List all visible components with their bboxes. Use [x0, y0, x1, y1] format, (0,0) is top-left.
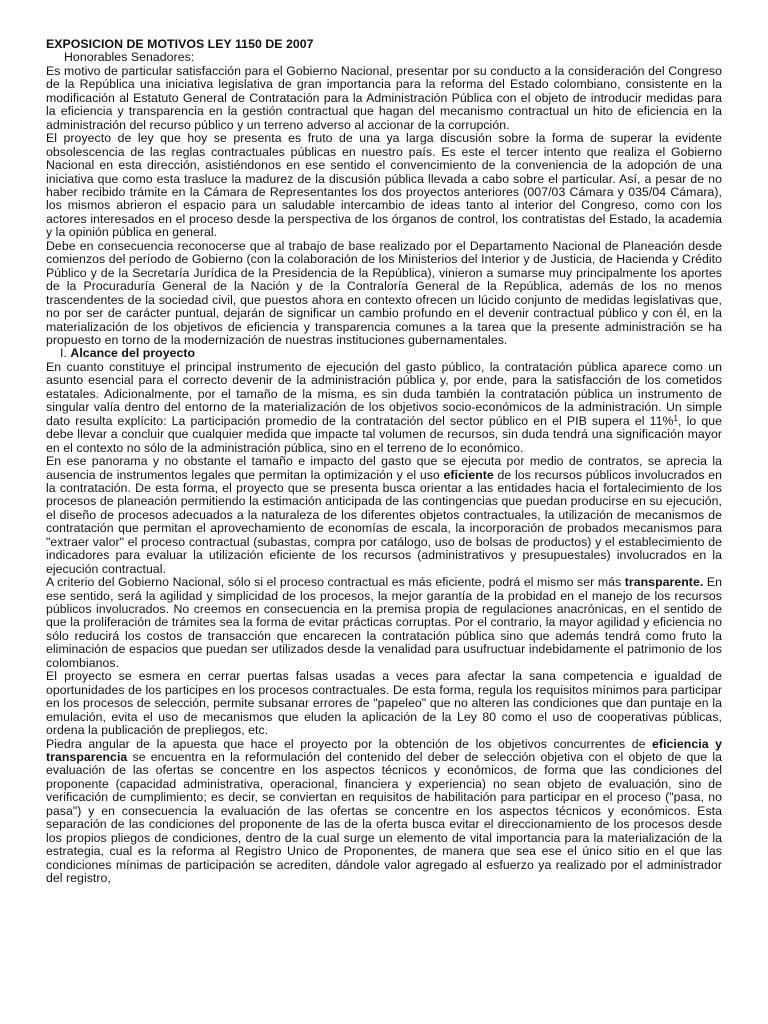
paragraph-5-text-a: En ese panorama y no obstante el tamaño e impacto del gasto que se ejecuta por medio de contratos, se aprecia la ausencia de instrumentos legales que permitan la optimización y el uso	[46, 454, 722, 482]
document-title: EXPOSICION DE MOTIVOS LEY 1150 DE 2007	[46, 37, 314, 51]
paragraph-6	[46, 576, 722, 670]
paragraph-6-text-b: En ese sentido, será la agilidad y simplicidad de los procesos, la mejor garantía de la probidad en el manejo de los recursos públicos involucrados. No creemos en consecuencia en la premisa propia de regulaciones anacrónicas, en el sentido de que la proliferación de trámites sea la forma de evitar prácticas corruptas. Por el contrario, la mayor agilidad y eficiencia no sólo reducirá los costos de transacción que encarecen la contratación pública sino que además tendrá como fruto la eliminación de espacios que puedan ser utilizados desde la venalidad para usufructuar indebidamente el patrimonio de los colombianos.	[46, 575, 722, 670]
paragraph-4-text-b: , lo que debe llevar a concluir que cualquier medida que impacte tal volumen de recursos, sin duda tendrá una significación mayor en el contexto no sólo de la administración pública, sino en el terreno de lo económico.	[46, 413, 722, 455]
section-heading-1	[46, 347, 722, 360]
salutation: Honorables Senadores:	[64, 50, 195, 65]
paragraph-8-text-a: Piedra angular de la apuesta que hace el proyecto por la obtención de los objetivos concurrentes de	[46, 736, 653, 751]
footnote-ref[interactable]: 1	[673, 413, 679, 423]
paragraph-4-text-a: En cuanto constituye el principal instrumento de ejecución del gasto público, la contratación pública aparece como un asunto esencial para el correcto devenir de la administración pública y, por ende, para la satisfacción de los cometidos estatales. Adicionalmente, por el tamaño de la misma, es sin duda también la contratación pública un instrumento de singular valía dentro del entorno de la materialización de los objetivos socio-económicos de la administración. Un simple dato resulta explícito: La participación promedio de la contratación del sector público en el PIB supera el 11%	[46, 359, 722, 428]
section-number: I.	[60, 346, 67, 361]
paragraph-8	[46, 738, 722, 886]
paragraph-5-emphasis: eficiente	[443, 467, 494, 482]
paragraph-8-text-b: se encuentra en la reformulación del contenido del deber de selección objetiva con el objeto de que la evaluación de las ofertas se concentre en los aspectos técnicos y económicos, de forma que las condiciones del proponente (capacidad administrativa, operacional, financiera y experiencia) no sean objeto de evaluación, sino de verificación de cumplimiento; es decir, se conviertan en requisitos de habilitación para participar en el proceso ("pasa, no pasa") y en consecuencia la evaluación de las ofertas se concentre en los aspectos técnicos y económicos. Esta separación de las condiciones del proponente de las de la oferta busca evitar el direccionamiento de los procesos desde los propios pliegos de condiciones, dentro de la cual surge un elemento de vital importancia para la materialización de la estrategia, cual es la reforma al Registro Unico de Proponentes, de manera que sea ese el único sitio en el que las condiciones mínimas de participación se acrediten, dándole valor agregado al esfuerzo ya realizado por el administrador del registro,	[46, 750, 722, 886]
paragraph-5-text-b: de los recursos públicos involucrados en la contratación. De esta forma, el proyecto que se presenta busca orientar a las entidades hacia el fortalecimiento de los procesos de planeación permitiendo la estimación anticipada de las contingencias que puedan producirse en su ejecución, el diseño de procesos adecuados a la naturaleza de los diferentes objetos contractuales, la utilización de mecanismos de contratación que permitan el aprovechamiento de economías de escala, la incorporación de probados mecanismos para "extraer valor" el proceso contractual (subastas, compra por catálogo, uso de bolsas de productos) y el establecimiento de indicadores para evaluar la utilización eficiente de los recursos (administrativos y presupuestales) involucrados en la ejecución contractual.	[46, 467, 722, 576]
paragraph-3: Debe en consecuencia reconocerse que al trabajo de base realizado por el Departamento Nacional de Planeación desde comienzos del período de Gobierno (con la colaboración de los Ministerios del Interior y de Justicia, de Hacienda y Crédito Público y de la Secretaría Jurídica de la Presidencia de la República), vinieron a sumarse muy principalmente los aportes de la Procuraduría General de la Nación y de la Contraloría General de la República, además de los no menos trascendentes de la sociedad civil, que puestos ahora en contexto ofrecen un lúcido conjunto de medidas legislativas que, no por ser de carácter puntual, dejarán de significar un cambio profundo en el devenir contractual público y con él, en la materialización de los objetivos de eficiencia y transparencia comunes a la tarea que la presente administración se ha propuesto en torno de la modernización de nuestras instituciones gubernamentales.	[46, 238, 722, 347]
paragraph-2: El proyecto de ley que hoy se presenta es fruto de una ya larga discusión sobre la forma de superar la evidente obsolescencia de las reglas contractuales públicas en nuestro país. Es este el tercer intento que realiza el Gobierno Nacional en esta dirección, asistiéndonos en ese sentido el convencimiento de la conveniencia de la adopción de una iniciativa que como esta trasluce la madurez de la discusión pública llevada a cabo sobre el particular. Así, a pesar de no haber recibido trámite en la Cámara de Representantes los dos proyectos anteriores (007/03 Cámara y 035/04 Cámara), los mismos abrieron el espacio para un saludable intercambio de ideas tanto al interior del Congreso, como con los actores interesados en el proceso desde la perspectiva de los órganos de control, los contratistas del Estado, la academia y la opinión pública en general.	[46, 131, 722, 240]
paragraph-5	[46, 455, 722, 576]
paragraph-6-text-a: A criterio del Gobierno Nacional, sólo si el proceso contractual es más eficiente, podrá el mismo ser más	[46, 575, 625, 590]
paragraph-4	[46, 361, 722, 455]
paragraph-7: El proyecto se esmera en cerrar puertas falsas usadas a veces para afectar la sana competencia e igualdad de oportunidades de los participes en los procesos contractuales. De esta forma, regula los requisitos mínimos para participar en los procesos de selección, permite subsanar errores de "papeleo" que no alteren las condiciones que dan puntaje en la emulación, evita el uso de mecanismos que eluden la aplicación de la Ley 80 como el uso de cooperativas públicas, ordena la publicación de prepliegos, etc.	[46, 669, 722, 738]
paragraph-8-emphasis: eficiencia y transparencia	[46, 736, 723, 765]
document-page	[46, 38, 722, 886]
section-title: Alcance del proyecto	[70, 346, 196, 361]
paragraph-1: Es motivo de particular satisfacción para el Gobierno Nacional, presentar por su conducto a la consideración del Congreso de la República una iniciativa legislativa de gran importancia para la reforma del Estado colombiano, consistente en la modificación al Estatuto General de Contratación para la Administración Pública con el objeto de introducir medidas para la eficiencia y transparencia en la gestión contractual que hagan del mecanismo contractual un hito de eficiencia en la administración del recurso público y un terreno adverso al accionar de la corrupción.	[46, 63, 722, 132]
paragraph-6-emphasis: transparente.	[624, 575, 704, 590]
